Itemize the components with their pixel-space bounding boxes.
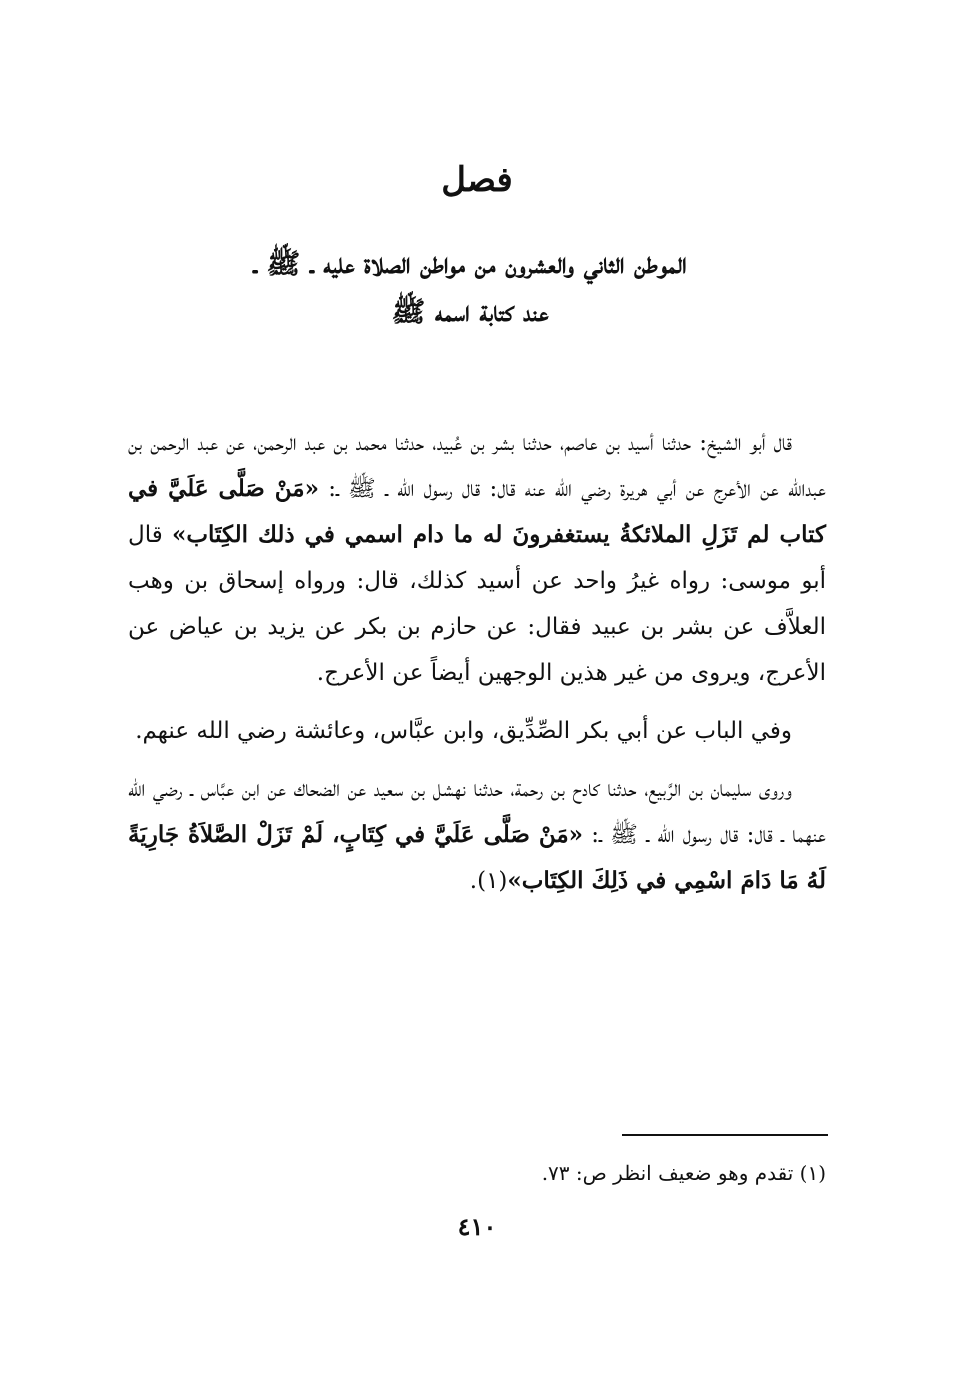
footnote-reference: (١).	[469, 868, 508, 894]
section-title	[120, 240, 820, 336]
paragraph-1-narration: قال أبو الشيخ: حدثنا أسيد بن عاصم، حدثنا بشر بن عُبيد، حدثنا محمد بن عبد الرحمن، عن عبد الرحمن بن عبدالله عن الأعرج عن أبي هريرة رضي الله عنه قال: قال رسول الله ـ ﷺ ـ:	[128, 430, 826, 502]
chapter-label: فصل	[441, 160, 513, 200]
paragraph-1	[128, 420, 826, 696]
paragraph-2: وفي الباب عن أبي بكر الصِّدِّيق، وابن عبَّاس، وعائشة رضي الله عنهم.	[135, 718, 792, 744]
paragraph-1-commentary: قال أبو موسى: رواه غيرُ واحد عن أسيد كذلك، قال: ورواه إسحاق بن وهب العلاَّف عن بشر بن عبيد فقال: عن حازم بن بكر عن يزيد بن عياض عن الأعرج، ويروى من غير هذين الوجهين أيضاً عن الأعرج.	[128, 522, 826, 686]
paragraph-1-hadith-text: «مَنْ صَلَّى عَلَيَّ في كتاب لم تَزَلِ الملائكةُ يستغفرونَ له ما دام اسمي في ذلك الكِتَاب»	[128, 475, 827, 548]
section-title-line-1: الموطن الثاني والعشرون من مواطن الصلاة عليه ـ ﷺ ـ	[253, 247, 687, 280]
footnote: (١) تقدم وهو ضعيف انظر ص: ٧٣.	[541, 1161, 826, 1185]
paragraph-3-hadith-text: «مَنْ صَلَّى عَلَيَّ في كِتَابٍ، لَمْ تَزَلْ الصَّلاَةُ جَارِيَةً لَهُ مَا دَامَ اسْمِي في ذَلِكَ الكِتَاب»	[128, 821, 826, 894]
section-title-line-2: عند كتابة اسمه ﷺ	[391, 295, 549, 328]
body-text	[128, 420, 826, 916]
page-number: ٤١٠	[457, 1212, 497, 1241]
paragraph-3	[128, 766, 826, 904]
footnote-divider	[622, 1134, 828, 1136]
paragraph-3-narration: وروى سليمان بن الرَّبيع، حدثنا كادح بن رحمة، حدثنا نهشل بن سعيد عن الضحاك عن ابن عبَّاس ـ رضي الله عنهما ـ قال: قال رسول الله ـ ﷺ ـ:	[128, 776, 826, 848]
